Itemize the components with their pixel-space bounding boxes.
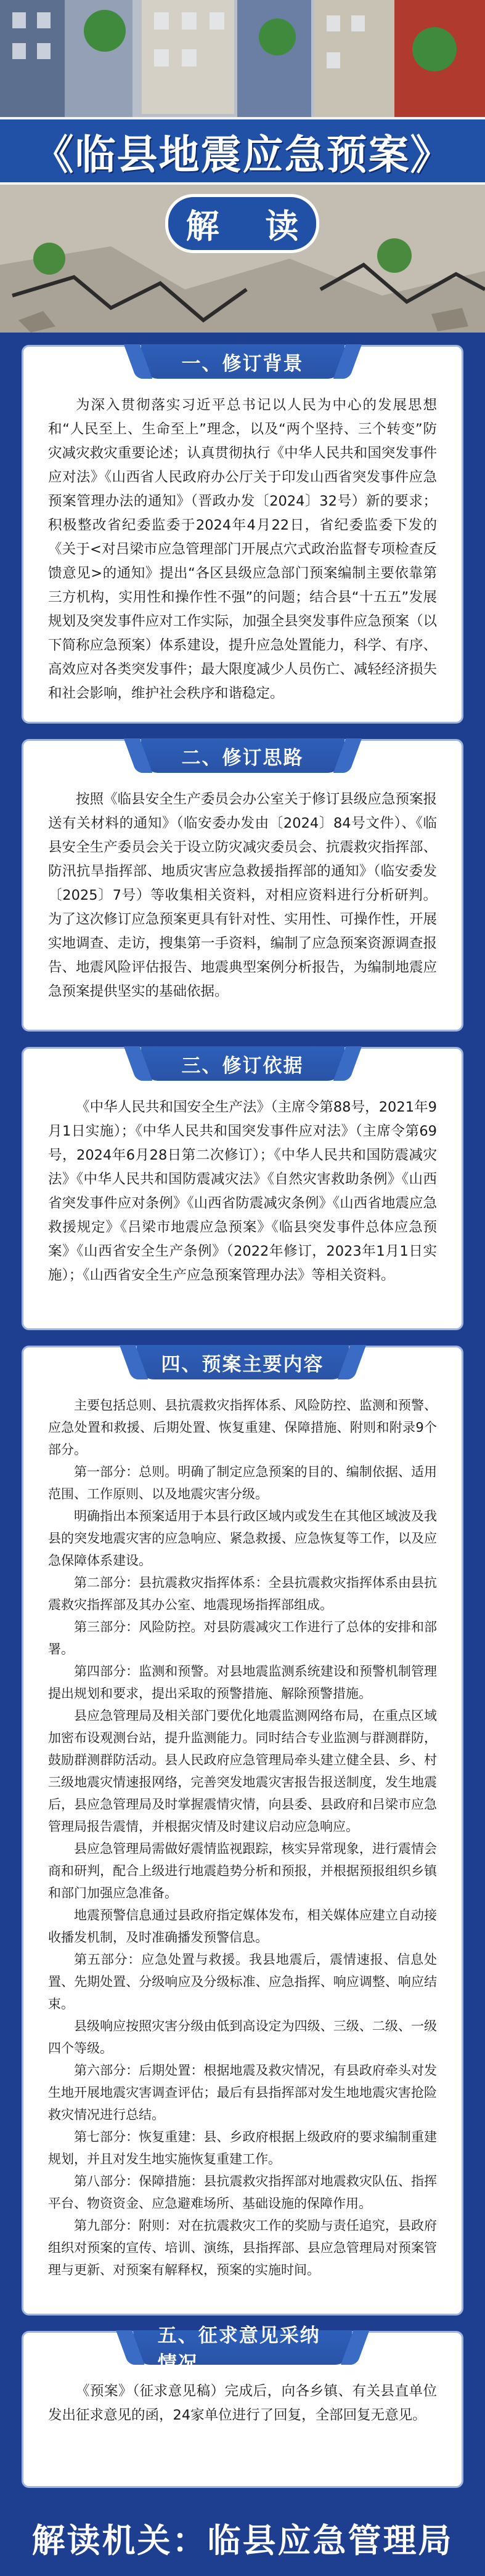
section-paragraph: 第五部分：应急处置与救援。我县地震后，震情速报、信息处置、先期处置、分级响应及分级标准、应急指挥、响应调整、响应结束。 (48, 1952, 437, 2011)
section-paragraph: 按照《临县安全生产委员会办公室关于修订县级应急预案报送有关材料的通知》（临安委办发由〔2024〕84号文件）、《临县安全生产委员会关于设立防灾减灾委员会、抗震救灾指挥部、防汛抗旱指挥部、地质灾害应急救援指挥部的通知》（临安委发〔2025〕7号）等收集相关资料，对相应资料进行分析研判。为了这次修订应急预案更具有针对性、实用性、可操作性，开展实地调查、走访，搜集第一手资料，编制了应急预案资源调查报告、地震风险评估报告、地震典型案例分析报告，为编制地震应急预案提供坚实的基础依据。 (48, 791, 437, 999)
subtitle-badge (165, 194, 319, 253)
section-paragraph: 为深入贯彻落实习近平总书记以人民为中心的发展思想和“人民至上、生命至上”理念，以及“两个坚持、三个转变”防灾减灾救灾重要论述；认真贯彻执行《中华人民共和国突发事件应对法》《山西省人民政府办公厅关于印发山西省突发事件应急预案管理办法的通知》（晋政办发〔2024〕32号）新的要求；积极整改省纪委监委于2024年4月22日，省纪委监委下发的《关于<对吕梁市应急管理部门开展点穴式政治监督专项检查反馈意见>的通知》提出“各区县级应急部门预案编制主要依靠第三方机构，实用性和操作性不强”的问题；结合县“十五五”发展规划及突发事件应对工作实际，加强全县突发事件应急预案（以下简称应急预案）体系建设，提升应急处置能力，科学、有序、高效应对各类突发事件；最大限度减少人员伤亡、减轻经济损失和社会影响，维护社会秩序和谐稳定。 (48, 397, 437, 701)
section-heading-banner (141, 1046, 344, 1081)
title-band (0, 117, 485, 185)
footer-banner (0, 2500, 485, 2576)
page-subtitle: 解 读 (185, 206, 316, 246)
section-heading: 一、修订背景 (181, 352, 304, 375)
section-paragraph: 第一部分：总则。明确了制定应急预案的目的、编制依据、适用范围、工作原则、以及地震灾害分级。 (48, 1464, 437, 1501)
section-paragraph: 明确指出本预案适用于本县行政区域内或发生在其他区域波及我县的突发地震灾害的应急响应、紧急救援、应急恢复等工作，以及应急保障体系建设。 (48, 1509, 437, 1568)
section-paragraph: 第四部分：监测和预警。对县地震监测系统建设和预警机制管理提出规划和要求，提出采取的预警措施、解除预警措施。 (48, 1664, 437, 1701)
section-heading-banner (141, 344, 344, 379)
hero-banner (0, 0, 485, 333)
section-paragraph: 《中华人民共和国安全生产法》（主席令第88号，2021年9月1日实施）；《中华人民共和国突发事件应对法》（主席令第69号，2024年6月28日第二次修订）；《中华人民共和国防震减灾法》《中华人民共和国防震减灾法》《自然灾害救助条例》《山西省突发事件应对条例》《山西省防震减灾条例》《山西省地震应急救援规定》《吕梁市地震应急预案》《临县突发事件总体应急预案》《山西省安全生产条例》（2022年修订，2023年1月1日实施）；《山西省安全生产应急预案管理办法》等相关资料。 (48, 1099, 437, 1283)
section-paragraph: 第七部分：恢复重建：县、乡政府根据上级政府的要求编制重建规划，并且对发生地实施恢复重建工作。 (48, 2130, 437, 2166)
section-heading: 五、征求意见采纳情况 (157, 2325, 320, 2375)
section-paragraph: 地震预警信息通过县政府指定媒体发布，相关媒体应建立自动接收播发机制，及时准确播发预警信息。 (48, 1908, 437, 1945)
section-card-contents (22, 1346, 463, 2316)
section-heading: 三、修订依据 (181, 1054, 304, 1077)
section-heading: 二、修订思路 (181, 746, 304, 769)
section-heading-banner (133, 2325, 353, 2375)
section-heading-banner (141, 738, 344, 773)
section-paragraph: 第六部分：后期处置：根据地震及救灾情况，有县政府牵头对发生地开展地震灾害调查评估；最后有县指挥部对发生地地震灾害抢险救灾情况进行总结。 (48, 2063, 437, 2122)
section-card-approach (22, 739, 463, 1032)
section-card-feedback (22, 2325, 463, 2488)
section-card-background (22, 345, 463, 724)
section-paragraph: 第八部分：保障措施：县抗震救灾指挥部对地震救灾队伍、指挥平台、物资资金、应急避难场所、基础设施的保障作用。 (48, 2174, 437, 2211)
section-paragraph: 县应急管理局需做好震情监视跟踪，核实异常现象，进行震情会商和研判，配合上级进行地震趋势分析和预报，并根据预报组织乡镇和部门加强应急准备。 (48, 1841, 437, 1900)
page-title: 《临县地震应急预案》 (33, 131, 452, 179)
section-heading: 四、预案主要内容 (161, 1353, 324, 1376)
section-card-basis (22, 1047, 463, 1330)
section-paragraph: 主要包括总则、县抗震救灾指挥体系、风险防控、监测和预警、应急处置和救援、后期处置、恢复重建、保障措施、附则和附录9个部分。 (48, 1398, 437, 1457)
section-paragraph: 县应急管理局及相关部门要优化地震监测网络布局，在重点区域加密布设观测台站，提升监测能力。同时结合专业监测与群测群防，鼓励群测群防活动。县人民政府应急管理局牵头建立健全县、乡、村三级地震灾情速报网络，完善突发地震灾害报告报送制度，发生地震后，县应急管理局及时掌握震情灾情，向县委、县政府和吕梁市应急管理局报告震情，并根据灾情及时建议启动应急响应。 (48, 1708, 437, 1834)
footer-issuer: 解读机关：临县应急管理局 (31, 2521, 454, 2560)
section-paragraph: 第二部分：县抗震救灾指挥体系：全县抗震救灾指挥体系由县抗震救灾指挥部及其办公室、地震现场指挥部组成。 (48, 1575, 437, 1612)
section-paragraph: 县级响应按照灾害分级由低到高设定为四级、三级、二级、一级四个等级。 (48, 2019, 437, 2056)
section-paragraph: 《预案》（征求意见稿）完成后，向各乡镇、有关县直单位发出征求意见的函，24家单位进行了回复，全部回复无意见。 (48, 2383, 437, 2423)
section-paragraph: 第三部分：风险防控。对县防震减灾工作进行了总体的安排和部署。 (48, 1620, 437, 1657)
section-heading-banner (137, 1345, 349, 1379)
section-paragraph: 第九部分：附则：对在抗震救灾工作的奖励与责任追究，县政府组织对预案的宣传、培训、演练，县指挥部、县应急管理局对预案管理与更新、对预案有解释权，预案的实施时间。 (48, 2218, 437, 2277)
